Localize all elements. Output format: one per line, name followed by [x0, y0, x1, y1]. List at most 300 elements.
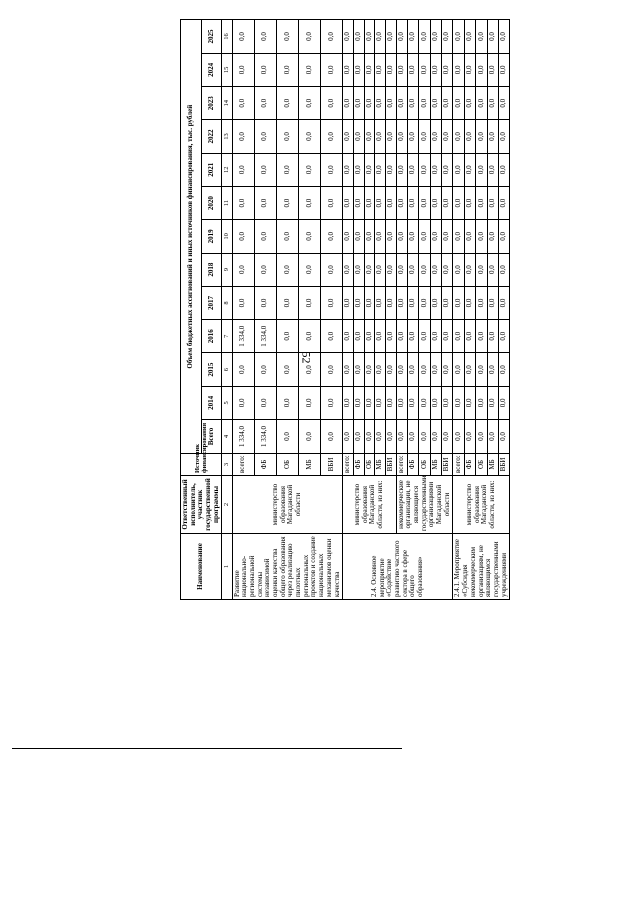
row-value: 0,0: [464, 286, 475, 319]
row-value: 0,0: [298, 53, 320, 86]
row-value: 0,0: [408, 286, 419, 319]
row-value: 0,0: [375, 153, 386, 186]
column-number: 6: [222, 353, 232, 386]
row-value: 0,0: [321, 320, 343, 353]
row-source: МБ: [298, 454, 320, 476]
column-number: 8: [222, 286, 232, 319]
row-value: 1 334,0: [232, 420, 254, 454]
row-value: 0,0: [276, 153, 298, 186]
row-value: 0,0: [408, 253, 419, 286]
row-value: 0,0: [442, 386, 453, 419]
row-executor: министерство образования Магаданской области, из них:: [453, 476, 510, 534]
row-value: 0,0: [430, 153, 441, 186]
row-value: 0,0: [232, 20, 254, 53]
row-value: 0,0: [442, 220, 453, 253]
row-value: 0,0: [419, 87, 430, 120]
row-value: 0,0: [298, 87, 320, 120]
row-value: 0,0: [442, 153, 453, 186]
row-source: ВБИ: [442, 454, 453, 476]
column-number: 14: [222, 87, 232, 120]
header-year: 2015: [201, 353, 222, 386]
row-value: 0,0: [232, 153, 254, 186]
row-value: 0,0: [343, 320, 354, 353]
column-number: 13: [222, 120, 232, 153]
column-number: 5: [222, 386, 232, 419]
row-value: 0,0: [298, 186, 320, 219]
row-value: 0,0: [430, 53, 441, 86]
row-value: 0,0: [232, 386, 254, 419]
row-value: 0,0: [419, 320, 430, 353]
row-value: 0,0: [464, 320, 475, 353]
row-value: 0,0: [298, 253, 320, 286]
row-value: 0,0: [364, 220, 375, 253]
row-value: 0,0: [385, 420, 396, 454]
row-value: 0,0: [276, 353, 298, 386]
row-value: 0,0: [364, 53, 375, 86]
column-number: 11: [222, 186, 232, 219]
row-value: 0,0: [419, 153, 430, 186]
row-value: 0,0: [321, 253, 343, 286]
row-value: 0,0: [321, 153, 343, 186]
row-value: 0,0: [487, 20, 498, 53]
row-value: 0,0: [487, 87, 498, 120]
table-row: [453, 20, 464, 600]
row-value: 0,0: [396, 353, 407, 386]
row-value: 0,0: [442, 286, 453, 319]
header-year: 2018: [201, 253, 222, 286]
row-value: 0,0: [254, 220, 276, 253]
row-value: 0,0: [375, 87, 386, 120]
row-value: 0,0: [464, 186, 475, 219]
row-value: 0,0: [498, 186, 509, 219]
row-value: 0,0: [276, 253, 298, 286]
row-value: 0,0: [498, 153, 509, 186]
row-value: 0,0: [487, 220, 498, 253]
row-value: 0,0: [476, 353, 487, 386]
row-value: 0,0: [375, 420, 386, 454]
header-year: 2025: [201, 20, 222, 53]
row-source: ВБИ: [321, 454, 343, 476]
row-source: всего:: [232, 454, 254, 476]
header-year: 2016: [201, 320, 222, 353]
row-value: 0,0: [298, 353, 320, 386]
row-value: 0,0: [464, 20, 475, 53]
row-value: 0,0: [321, 286, 343, 319]
row-value: 0,0: [396, 186, 407, 219]
row-value: 0,0: [385, 53, 396, 86]
row-value: 0,0: [453, 420, 464, 454]
table-body: [232, 20, 510, 600]
row-value: 0,0: [385, 186, 396, 219]
row-value: 0,0: [254, 20, 276, 53]
row-value: 0,0: [476, 286, 487, 319]
table-row: [343, 20, 354, 600]
row-value: 0,0: [487, 320, 498, 353]
row-value: 0,0: [364, 420, 375, 454]
row-value: 0,0: [385, 320, 396, 353]
row-value: 0,0: [298, 320, 320, 353]
row-value: 0,0: [498, 120, 509, 153]
row-value: 0,0: [453, 20, 464, 53]
row-value: 0,0: [498, 220, 509, 253]
row-value: 0,0: [396, 20, 407, 53]
row-value: 0,0: [442, 53, 453, 86]
row-value: 0,0: [343, 120, 354, 153]
row-value: 0,0: [343, 220, 354, 253]
row-source: МБ: [375, 454, 386, 476]
row-value: 0,0: [487, 153, 498, 186]
row-source: всего:: [343, 454, 354, 476]
row-value: 0,0: [419, 286, 430, 319]
row-value: 0,0: [453, 353, 464, 386]
row-value: 0,0: [298, 286, 320, 319]
row-value: 0,0: [476, 20, 487, 53]
row-value: 0,0: [464, 53, 475, 86]
row-value: 0,0: [487, 120, 498, 153]
row-value: 0,0: [430, 20, 441, 53]
row-value: 0,0: [385, 286, 396, 319]
row-value: 0,0: [430, 220, 441, 253]
row-value: 0,0: [453, 186, 464, 219]
row-value: 0,0: [476, 153, 487, 186]
row-value: 0,0: [232, 353, 254, 386]
row-value: 0,0: [321, 353, 343, 386]
row-value: 0,0: [321, 120, 343, 153]
row-value: 0,0: [254, 353, 276, 386]
row-value: 0,0: [464, 386, 475, 419]
row-value: 0,0: [353, 253, 364, 286]
row-value: 0,0: [385, 120, 396, 153]
row-value: 0,0: [430, 386, 441, 419]
row-value: 0,0: [430, 87, 441, 120]
row-value: 0,0: [498, 420, 509, 454]
row-value: 1 334,0: [254, 320, 276, 353]
row-value: 0,0: [498, 20, 509, 53]
row-value: 0,0: [298, 386, 320, 419]
row-value: 0,0: [298, 220, 320, 253]
column-number: 3: [222, 454, 232, 476]
row-value: 0,0: [430, 286, 441, 319]
column-numbers-row: [222, 20, 232, 600]
row-value: 0,0: [343, 20, 354, 53]
row-value: 0,0: [385, 353, 396, 386]
header-year: 2014: [201, 386, 222, 419]
footnote-rule: [12, 748, 402, 749]
row-value: 0,0: [353, 20, 364, 53]
row-value: 0,0: [232, 186, 254, 219]
row-value: 0,0: [254, 120, 276, 153]
row-value: 0,0: [498, 353, 509, 386]
row-value: 0,0: [464, 220, 475, 253]
rotated-table-container: [180, 20, 575, 600]
row-value: 0,0: [442, 120, 453, 153]
row-value: 0,0: [254, 286, 276, 319]
column-number: 4: [222, 420, 232, 454]
row-value: 0,0: [276, 186, 298, 219]
row-value: 0,0: [343, 53, 354, 86]
row-value: 0,0: [430, 353, 441, 386]
row-value: 0,0: [464, 87, 475, 120]
row-value: 0,0: [419, 420, 430, 454]
row-value: 0,0: [430, 120, 441, 153]
table-row: [396, 20, 407, 600]
row-value: 0,0: [232, 87, 254, 120]
row-value: 0,0: [498, 53, 509, 86]
row-value: 0,0: [464, 353, 475, 386]
row-value: 0,0: [343, 420, 354, 454]
header-source: Источник финансирования: [181, 454, 222, 476]
row-value: 0,0: [364, 20, 375, 53]
row-value: 0,0: [276, 87, 298, 120]
row-value: 0,0: [453, 153, 464, 186]
row-value: 0,0: [419, 253, 430, 286]
row-value: 0,0: [396, 153, 407, 186]
row-value: 0,0: [298, 153, 320, 186]
header-year: 2024: [201, 53, 222, 86]
row-value: 0,0: [364, 186, 375, 219]
row-source: ВБИ: [498, 454, 509, 476]
row-value: 0,0: [498, 386, 509, 419]
row-value: 0,0: [453, 320, 464, 353]
row-value: 0,0: [419, 53, 430, 86]
row-source: ОБ: [476, 454, 487, 476]
row-value: 0,0: [487, 53, 498, 86]
row-source: МБ: [430, 454, 441, 476]
row-value: 0,0: [276, 320, 298, 353]
row-value: 0,0: [464, 120, 475, 153]
row-value: 0,0: [476, 420, 487, 454]
column-number: 12: [222, 153, 232, 186]
row-value: 0,0: [442, 320, 453, 353]
row-name: Развитие национально-региональной системы независимой оценки качества общего образования через реализацию пилотных региональных проектов и создание национальных механизмов оценки качества: [232, 534, 343, 600]
row-source: ОБ: [364, 454, 375, 476]
row-value: 0,0: [442, 87, 453, 120]
row-source: ФБ: [254, 454, 276, 476]
row-value: 0,0: [364, 87, 375, 120]
row-value: 0,0: [254, 186, 276, 219]
row-value: 0,0: [343, 253, 354, 286]
header-name: Наименование: [181, 534, 222, 600]
row-value: 0,0: [343, 153, 354, 186]
row-value: 0,0: [276, 53, 298, 86]
page-number: 52: [299, 351, 314, 364]
row-value: 0,0: [232, 120, 254, 153]
row-value: 0,0: [375, 286, 386, 319]
row-value: 0,0: [453, 386, 464, 419]
row-value: 0,0: [419, 220, 430, 253]
header-year: 2023: [201, 87, 222, 120]
row-value: 0,0: [353, 53, 364, 86]
column-number: 2: [222, 476, 232, 534]
row-value: 0,0: [453, 53, 464, 86]
row-name: 2.4.1. Мероприятие «Субсидия некоммерческим организациям, не являющимся государственными учреждениями: [453, 534, 510, 600]
column-number: 9: [222, 253, 232, 286]
row-value: 0,0: [396, 53, 407, 86]
row-value: 0,0: [396, 220, 407, 253]
row-source: ОБ: [419, 454, 430, 476]
row-value: 0,0: [276, 386, 298, 419]
row-value: 0,0: [353, 220, 364, 253]
row-value: 0,0: [375, 386, 386, 419]
row-value: 0,0: [353, 386, 364, 419]
row-value: 0,0: [442, 20, 453, 53]
row-value: 0,0: [408, 386, 419, 419]
row-value: 0,0: [419, 20, 430, 53]
row-value: 0,0: [476, 120, 487, 153]
row-value: 0,0: [464, 253, 475, 286]
column-number: 1: [222, 534, 232, 600]
row-value: 0,0: [408, 87, 419, 120]
row-value: 0,0: [453, 253, 464, 286]
row-value: 0,0: [364, 353, 375, 386]
row-value: 0,0: [396, 253, 407, 286]
row-value: 0,0: [385, 87, 396, 120]
row-value: 0,0: [385, 253, 396, 286]
financing-table: [180, 19, 510, 600]
header-total: Всего: [201, 420, 222, 454]
row-value: 0,0: [343, 186, 354, 219]
row-value: 0,0: [487, 353, 498, 386]
row-value: 0,0: [442, 186, 453, 219]
row-value: 0,0: [476, 87, 487, 120]
row-value: 0,0: [276, 220, 298, 253]
row-value: 0,0: [396, 87, 407, 120]
row-value: 1 334,0: [232, 320, 254, 353]
row-value: 0,0: [498, 320, 509, 353]
row-executor: министерство образования Магаданской области, из них:: [343, 476, 396, 534]
row-value: 0,0: [464, 420, 475, 454]
row-value: 0,0: [487, 186, 498, 219]
row-value: 0,0: [453, 220, 464, 253]
row-value: 0,0: [321, 186, 343, 219]
row-value: 0,0: [487, 253, 498, 286]
row-value: 0,0: [498, 253, 509, 286]
row-value: 0,0: [442, 253, 453, 286]
header-executor: Ответственный исполнитель, участник государственной программы: [181, 476, 222, 534]
row-value: 1 334,0: [254, 420, 276, 454]
row-value: 0,0: [232, 253, 254, 286]
row-value: 0,0: [375, 53, 386, 86]
row-value: 0,0: [408, 20, 419, 53]
row-value: 0,0: [476, 320, 487, 353]
row-value: 0,0: [364, 120, 375, 153]
row-value: 0,0: [408, 353, 419, 386]
header-year: 2017: [201, 286, 222, 319]
row-source: ОБ: [276, 454, 298, 476]
row-value: 0,0: [375, 20, 386, 53]
row-value: 0,0: [353, 353, 364, 386]
row-value: 0,0: [375, 353, 386, 386]
row-value: 0,0: [385, 153, 396, 186]
row-value: 0,0: [408, 120, 419, 153]
table-row: [232, 20, 254, 600]
row-value: 0,0: [298, 120, 320, 153]
row-value: 0,0: [276, 120, 298, 153]
row-value: 0,0: [396, 320, 407, 353]
row-name: 2.4. Основное мероприятие «Содействие развитию частного сектора в сфере общего образования»: [343, 534, 453, 600]
row-value: 0,0: [276, 20, 298, 53]
row-value: 0,0: [396, 120, 407, 153]
column-number: 10: [222, 220, 232, 253]
row-value: 0,0: [364, 320, 375, 353]
row-value: 0,0: [419, 386, 430, 419]
row-value: 0,0: [487, 420, 498, 454]
row-value: 0,0: [375, 320, 386, 353]
row-value: 0,0: [498, 87, 509, 120]
row-value: 0,0: [353, 153, 364, 186]
row-value: 0,0: [396, 286, 407, 319]
row-value: 0,0: [419, 186, 430, 219]
row-value: 0,0: [408, 220, 419, 253]
row-executor: некоммерческие организации, не являющиеся государственными организациями Магаданской области: [396, 476, 453, 534]
row-value: 0,0: [487, 286, 498, 319]
row-source: ФБ: [353, 454, 364, 476]
row-value: 0,0: [321, 20, 343, 53]
row-value: 0,0: [408, 186, 419, 219]
header-year: 2021: [201, 153, 222, 186]
header-year: 2022: [201, 120, 222, 153]
row-value: 0,0: [343, 87, 354, 120]
header-finance: Объем бюджетных ассигнований и иных источников финансирования, тыс. рублей: [181, 20, 202, 454]
row-source: МБ: [487, 454, 498, 476]
row-value: 0,0: [353, 320, 364, 353]
row-value: 0,0: [353, 286, 364, 319]
row-value: 0,0: [396, 420, 407, 454]
row-value: 0,0: [232, 286, 254, 319]
row-value: 0,0: [430, 186, 441, 219]
header-year: 2020: [201, 186, 222, 219]
row-value: 0,0: [254, 253, 276, 286]
row-value: 0,0: [321, 87, 343, 120]
row-value: 0,0: [442, 353, 453, 386]
row-value: 0,0: [375, 186, 386, 219]
row-value: 0,0: [408, 420, 419, 454]
row-value: 0,0: [453, 120, 464, 153]
row-value: 0,0: [385, 386, 396, 419]
row-value: 0,0: [298, 20, 320, 53]
row-source: ФБ: [408, 454, 419, 476]
row-value: 0,0: [321, 53, 343, 86]
row-source: всего:: [453, 454, 464, 476]
row-value: 0,0: [375, 220, 386, 253]
row-value: 0,0: [298, 420, 320, 454]
row-value: 0,0: [364, 286, 375, 319]
row-value: 0,0: [464, 153, 475, 186]
row-value: 0,0: [476, 220, 487, 253]
row-value: 0,0: [385, 20, 396, 53]
column-number: 16: [222, 20, 232, 53]
row-value: 0,0: [430, 320, 441, 353]
row-value: 0,0: [232, 53, 254, 86]
row-value: 0,0: [321, 420, 343, 454]
row-value: 0,0: [419, 120, 430, 153]
row-value: 0,0: [343, 386, 354, 419]
row-value: 0,0: [453, 286, 464, 319]
row-value: 0,0: [419, 353, 430, 386]
row-value: 0,0: [476, 253, 487, 286]
row-value: 0,0: [353, 87, 364, 120]
row-value: 0,0: [353, 420, 364, 454]
row-value: 0,0: [408, 153, 419, 186]
row-value: 0,0: [408, 320, 419, 353]
row-value: 0,0: [343, 286, 354, 319]
row-value: 0,0: [364, 153, 375, 186]
row-value: 0,0: [453, 87, 464, 120]
row-value: 0,0: [375, 253, 386, 286]
row-value: 0,0: [476, 386, 487, 419]
row-value: 0,0: [276, 286, 298, 319]
row-source: ВБИ: [385, 454, 396, 476]
